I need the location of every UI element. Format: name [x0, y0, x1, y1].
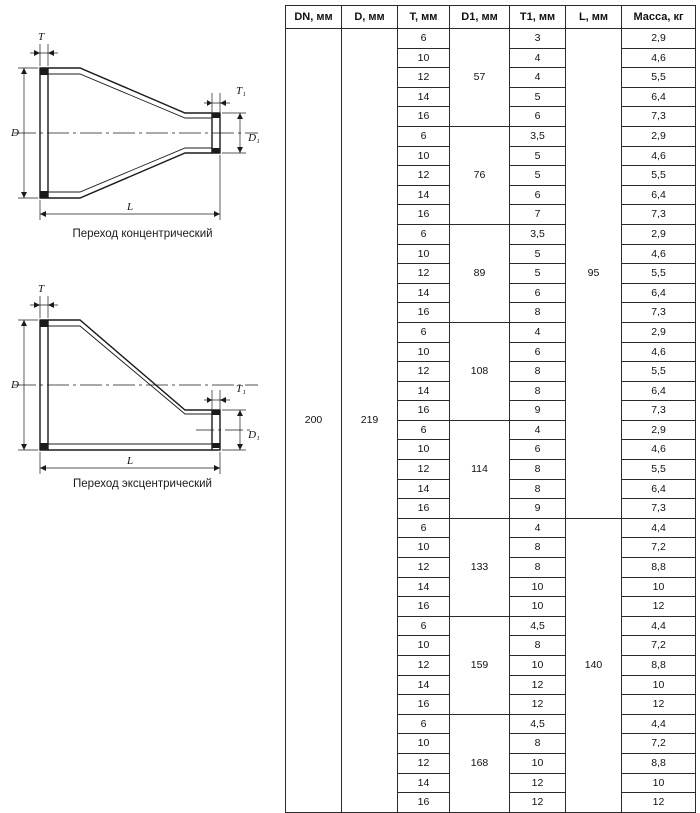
cell-t1: 10 — [510, 597, 566, 617]
cell-t: 16 — [398, 107, 450, 127]
cell-t1: 8 — [510, 734, 566, 754]
cell-mass: 6,4 — [622, 381, 696, 401]
label-T-concentric: T — [37, 31, 45, 43]
cell-t1: 7 — [510, 205, 566, 225]
cell-mass: 2,9 — [622, 322, 696, 342]
cell-mass: 7,3 — [622, 205, 696, 225]
cell-mass: 8,8 — [622, 656, 696, 676]
spec-table-wrapper — [285, 5, 695, 813]
cell-mass: 10 — [622, 577, 696, 597]
cell-t: 16 — [398, 303, 450, 323]
cell-t: 14 — [398, 479, 450, 499]
cell-t: 14 — [398, 283, 450, 303]
cell-t1: 5 — [510, 166, 566, 186]
table-row — [286, 29, 696, 49]
cell-t1: 8 — [510, 362, 566, 382]
cell-t1: 5 — [510, 146, 566, 166]
label-D1-eccentric: D₁ — [248, 429, 260, 441]
cell-t1: 3,5 — [510, 224, 566, 244]
cell-t: 16 — [398, 695, 450, 715]
cell-d1: 133 — [450, 518, 510, 616]
cell-t: 6 — [398, 322, 450, 342]
cell-mass: 5,5 — [622, 460, 696, 480]
header-l: L, мм — [566, 6, 622, 29]
cell-t: 14 — [398, 185, 450, 205]
cell-mass: 4,4 — [622, 714, 696, 734]
cell-t1: 6 — [510, 342, 566, 362]
cell-t: 14 — [398, 577, 450, 597]
cell-mass: 7,3 — [622, 499, 696, 519]
cell-t1: 9 — [510, 401, 566, 421]
cell-t: 16 — [398, 499, 450, 519]
cell-t1: 4 — [510, 68, 566, 88]
cell-d1: 76 — [450, 126, 510, 224]
cell-dn: 200 — [286, 29, 342, 813]
cell-t: 14 — [398, 773, 450, 793]
cell-t1: 8 — [510, 303, 566, 323]
cell-t1: 3 — [510, 29, 566, 49]
label-T-eccentric: T — [37, 283, 45, 295]
cell-mass: 7,3 — [622, 401, 696, 421]
cell-mass: 8,8 — [622, 753, 696, 773]
cell-t: 16 — [398, 205, 450, 225]
cell-t1: 12 — [510, 695, 566, 715]
cell-mass: 2,9 — [622, 29, 696, 49]
cell-t1: 8 — [510, 479, 566, 499]
cell-t1: 8 — [510, 558, 566, 578]
cell-mass: 12 — [622, 597, 696, 617]
drawings-panel — [0, 0, 285, 528]
caption-concentric: Переход концентрический — [72, 228, 213, 240]
cell-mass: 10 — [622, 675, 696, 695]
cell-t1: 4,5 — [510, 616, 566, 636]
header-d1: D1, мм — [450, 6, 510, 29]
header-d: D, мм — [342, 6, 398, 29]
table-body — [286, 29, 696, 813]
cell-mass: 6,4 — [622, 479, 696, 499]
cell-mass: 4,6 — [622, 244, 696, 264]
cell-t1: 6 — [510, 107, 566, 127]
cell-t1: 4 — [510, 518, 566, 538]
cell-mass: 7,2 — [622, 538, 696, 558]
header-t1: T1, мм — [510, 6, 566, 29]
cell-mass: 6,4 — [622, 283, 696, 303]
cell-t: 12 — [398, 558, 450, 578]
cell-mass: 4,4 — [622, 616, 696, 636]
cell-t: 6 — [398, 616, 450, 636]
cell-mass: 7,3 — [622, 303, 696, 323]
cell-t1: 4,5 — [510, 714, 566, 734]
cell-d1: 114 — [450, 420, 510, 518]
cell-t1: 8 — [510, 636, 566, 656]
cell-mass: 4,6 — [622, 48, 696, 68]
cell-mass: 7,2 — [622, 734, 696, 754]
cell-t: 14 — [398, 381, 450, 401]
header-dn: DN, мм — [286, 6, 342, 29]
cell-t: 16 — [398, 597, 450, 617]
cell-mass: 4,6 — [622, 342, 696, 362]
cell-d1: 89 — [450, 224, 510, 322]
cell-mass: 7,2 — [622, 636, 696, 656]
cell-mass: 5,5 — [622, 68, 696, 88]
cell-t1: 8 — [510, 538, 566, 558]
cell-mass: 5,5 — [622, 166, 696, 186]
cell-t: 6 — [398, 714, 450, 734]
cell-d1: 159 — [450, 616, 510, 714]
cell-mass: 6,4 — [622, 185, 696, 205]
cell-t1: 5 — [510, 244, 566, 264]
cell-t1: 5 — [510, 264, 566, 284]
cell-t: 12 — [398, 166, 450, 186]
cell-t1: 10 — [510, 656, 566, 676]
figure-concentric — [0, 8, 285, 258]
cell-t1: 8 — [510, 381, 566, 401]
cell-t: 12 — [398, 264, 450, 284]
cell-t: 10 — [398, 48, 450, 68]
cell-mass: 4,6 — [622, 146, 696, 166]
cell-t: 10 — [398, 244, 450, 264]
cell-mass: 7,3 — [622, 107, 696, 127]
cell-l: 95 — [566, 29, 622, 519]
cell-d1: 57 — [450, 29, 510, 127]
cell-t1: 12 — [510, 773, 566, 793]
cell-mass: 12 — [622, 695, 696, 715]
cell-t: 12 — [398, 656, 450, 676]
table-header — [286, 6, 696, 29]
cell-t: 14 — [398, 87, 450, 107]
cell-t: 16 — [398, 793, 450, 813]
cell-d1: 108 — [450, 322, 510, 420]
label-L-concentric: L — [126, 201, 134, 213]
cell-t1: 6 — [510, 440, 566, 460]
spec-table — [285, 5, 696, 813]
cell-t: 6 — [398, 126, 450, 146]
cell-mass: 2,9 — [622, 420, 696, 440]
cell-t1: 6 — [510, 283, 566, 303]
label-L-eccentric: L — [126, 455, 134, 467]
cell-t: 16 — [398, 401, 450, 421]
cell-l: 140 — [566, 518, 622, 812]
cell-t: 14 — [398, 675, 450, 695]
caption-eccentric: Переход эксцентрический — [73, 478, 212, 490]
cell-t1: 3,5 — [510, 126, 566, 146]
cell-t1: 8 — [510, 460, 566, 480]
label-D-eccentric: D — [11, 379, 19, 391]
table-header-row — [286, 6, 696, 29]
cell-d: 219 — [342, 29, 398, 813]
cell-t: 6 — [398, 29, 450, 49]
cell-t: 10 — [398, 342, 450, 362]
concentric-drawing-svg — [0, 8, 285, 238]
cell-t: 6 — [398, 518, 450, 538]
cell-t1: 12 — [510, 793, 566, 813]
header-t: T, мм — [398, 6, 450, 29]
label-D1-concentric: D₁ — [248, 132, 260, 144]
cell-t: 6 — [398, 224, 450, 244]
cell-t: 10 — [398, 636, 450, 656]
cell-mass: 4,4 — [622, 518, 696, 538]
cell-t1: 6 — [510, 185, 566, 205]
cell-mass: 2,9 — [622, 224, 696, 244]
cell-t: 10 — [398, 538, 450, 558]
cell-mass: 8,8 — [622, 558, 696, 578]
cell-t: 10 — [398, 440, 450, 460]
cell-t1: 5 — [510, 87, 566, 107]
cell-mass: 5,5 — [622, 362, 696, 382]
label-D-concentric: D — [11, 127, 19, 139]
header-mass: Масса, кг — [622, 6, 696, 29]
cell-t: 10 — [398, 146, 450, 166]
eccentric-drawing-svg — [0, 262, 285, 492]
label-T1-eccentric: T₁ — [236, 383, 246, 395]
cell-t1: 4 — [510, 322, 566, 342]
cell-t1: 9 — [510, 499, 566, 519]
cell-mass: 6,4 — [622, 87, 696, 107]
cell-t1: 10 — [510, 753, 566, 773]
cell-d1: 168 — [450, 714, 510, 812]
cell-mass: 4,6 — [622, 440, 696, 460]
cell-t1: 4 — [510, 420, 566, 440]
cell-mass: 12 — [622, 793, 696, 813]
cell-t: 12 — [398, 68, 450, 88]
cell-t1: 4 — [510, 48, 566, 68]
cell-t: 6 — [398, 420, 450, 440]
cell-t1: 10 — [510, 577, 566, 597]
cell-t: 12 — [398, 753, 450, 773]
cell-mass: 10 — [622, 773, 696, 793]
cell-mass: 5,5 — [622, 264, 696, 284]
cell-t: 10 — [398, 734, 450, 754]
cell-mass: 2,9 — [622, 126, 696, 146]
cell-t1: 12 — [510, 675, 566, 695]
cell-t: 12 — [398, 362, 450, 382]
figure-eccentric — [0, 262, 285, 512]
label-T1-concentric: T₁ — [236, 85, 246, 97]
cell-t: 12 — [398, 460, 450, 480]
